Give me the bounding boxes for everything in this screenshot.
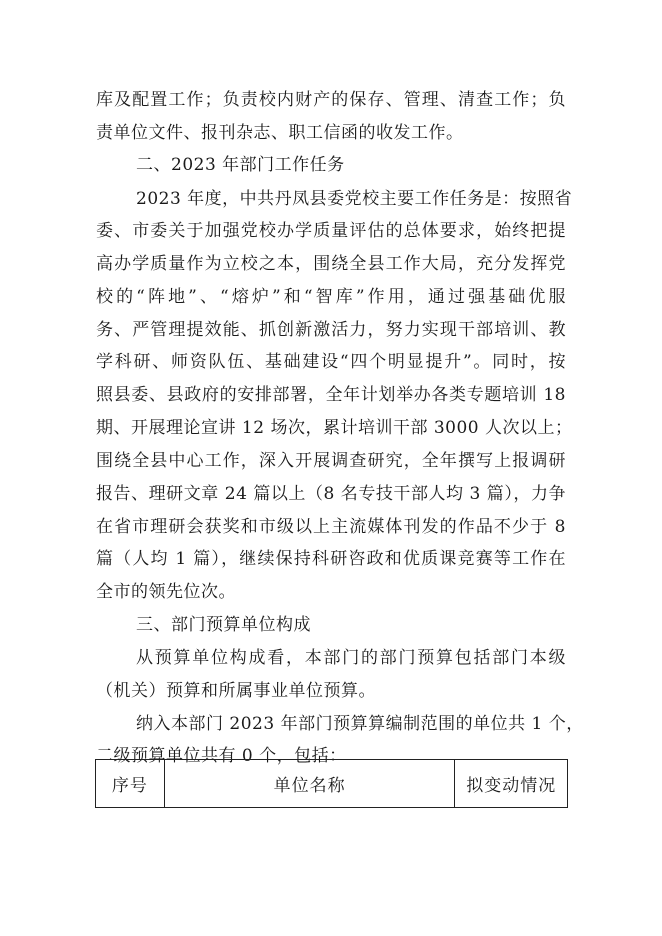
paragraph-line: （机关）预算和所属事业单位预算。	[96, 681, 376, 701]
paragraph-line: 从预算单位构成看，本部门的部门预算包括部门本级	[136, 648, 566, 668]
table-header-row	[96, 760, 568, 808]
section-heading: 三、部门预算单位构成	[136, 615, 311, 635]
paragraph-line: 务、严管理提效能、抓创新激活力，努力实现干部培训、教	[96, 320, 566, 340]
paragraph-line: 高办学质量作为立校之本，围绕全县工作大局，充分发挥党	[96, 254, 566, 274]
paragraph-line: 纳入本部门 2023 年部门预算算编制范围的单位共 1 个，	[136, 714, 584, 734]
paragraph-line: 期、开展理论宣讲 12 场次，累计培训干部 3000 人次以上；	[96, 418, 573, 438]
paragraph-line: 全市的领先位次。	[96, 582, 236, 602]
paragraph-line: 照县委、县政府的安排部署，全年计划举办各类专题培训 18	[96, 385, 566, 405]
paragraph-line: 委、市委关于加强党校办学质量评估的总体要求，始终把提	[96, 221, 566, 241]
paragraph-line: 库及配置工作；负责校内财产的保存、管理、清查工作；负	[96, 90, 566, 110]
paragraph-line: 校的“阵地”、“熔炉”和“智库”作用，通过强基础优服	[96, 287, 566, 307]
paragraph-line: 责单位文件、报刊杂志、职工信函的收发工作。	[96, 123, 464, 143]
table-header-cell: 单位名称	[164, 760, 455, 808]
paragraph-line: 在省市理研会获奖和市级以上主流媒体刊发的作品不少于 8	[96, 517, 566, 537]
paragraph-line: 2023 年度，中共丹凤县委党校主要工作任务是：按照省	[136, 189, 573, 209]
section-heading: 二、2023 年部门工作任务	[136, 155, 345, 175]
table-header-cell: 拟变动情况	[455, 760, 568, 808]
paragraph-line: 围绕全县中心工作，深入开展调查研究，全年撰写上报调研	[96, 451, 566, 471]
paragraph-line: 学科研、师资队伍、基础建设“四个明显提升”。同时，按	[96, 352, 566, 372]
paragraph-line: 报告、理研文章 24 篇以上（8 名专技干部人均 3 篇），力争	[96, 484, 566, 504]
paragraph-line: 篇（人均 1 篇），继续保持科研咨政和优质课竞赛等工作在	[96, 549, 566, 569]
budget-units-table	[95, 759, 568, 808]
table-header-cell: 序号	[96, 760, 165, 808]
paragraph-line: 二级预算单位共有 0 个，包括：	[96, 746, 347, 766]
